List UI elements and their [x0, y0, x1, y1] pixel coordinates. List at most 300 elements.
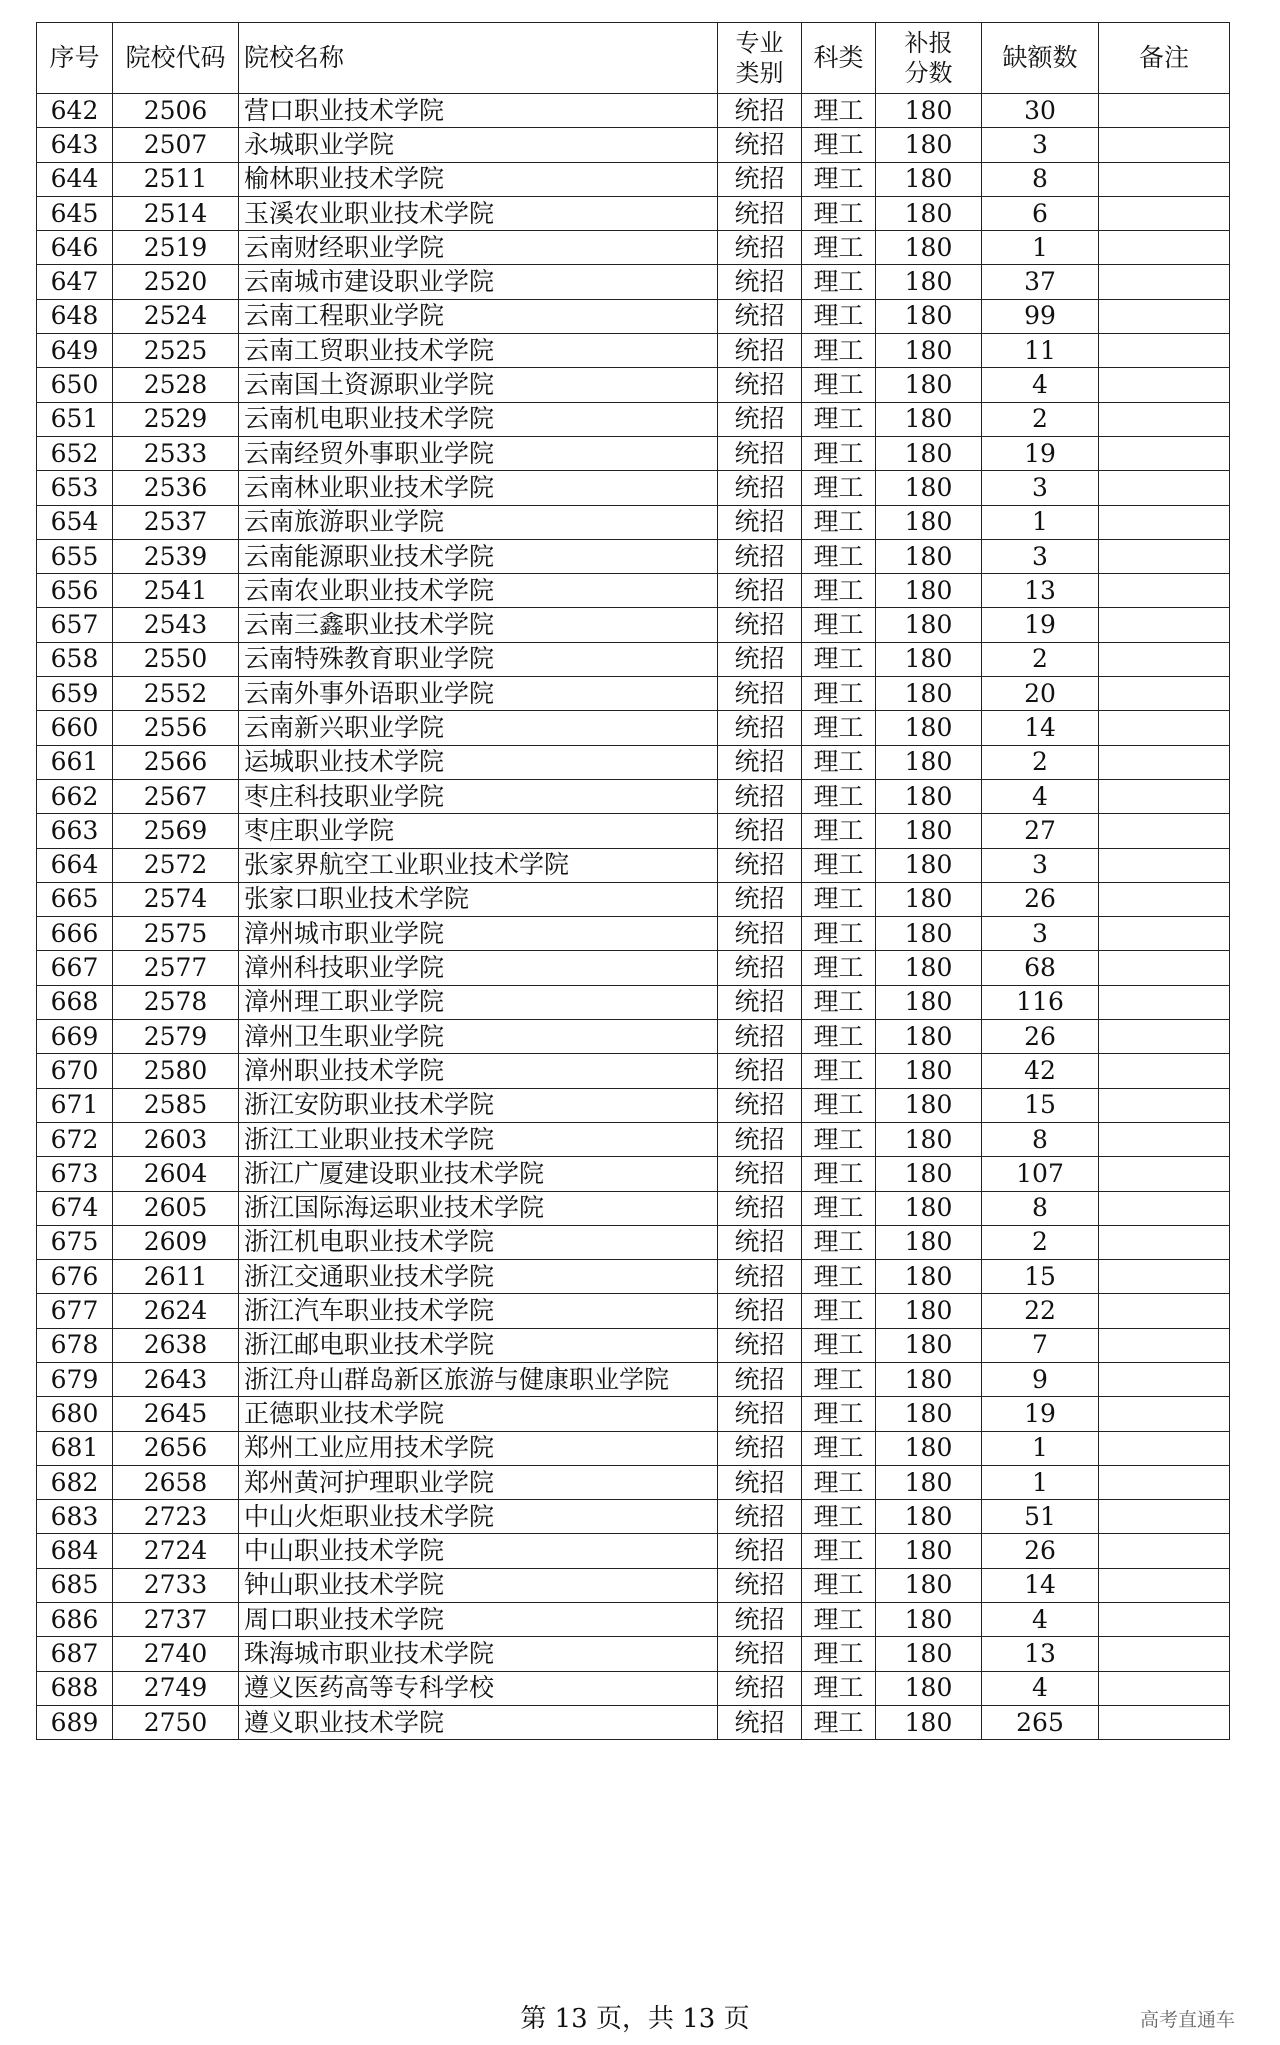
cell-score: 180	[876, 265, 982, 299]
table-row	[37, 1122, 1230, 1156]
cell-score: 180	[876, 1637, 982, 1671]
cell-vacancy: 13	[982, 1637, 1099, 1671]
cell-index: 684	[37, 1534, 113, 1568]
cell-school-code: 2528	[113, 368, 239, 402]
cell-remarks	[1099, 196, 1230, 230]
header-major-type-line2: 类别	[735, 59, 784, 87]
cell-remarks	[1099, 1020, 1230, 1054]
cell-major-type: 统招	[718, 745, 802, 779]
table-row	[37, 1362, 1230, 1396]
cell-index: 644	[37, 162, 113, 196]
table-row	[37, 128, 1230, 162]
cell-major-type: 统招	[718, 1328, 802, 1362]
cell-vacancy: 15	[982, 1088, 1099, 1122]
table-row	[37, 1225, 1230, 1259]
cell-subject: 理工	[802, 711, 876, 745]
cell-vacancy: 8	[982, 1122, 1099, 1156]
cell-remarks	[1099, 231, 1230, 265]
cell-remarks	[1099, 505, 1230, 539]
cell-school-name: 漳州理工职业学院	[239, 985, 718, 1019]
cell-school-name: 云南外事外语职业学院	[239, 677, 718, 711]
cell-major-type: 统招	[718, 1088, 802, 1122]
cell-major-type: 统招	[718, 162, 802, 196]
cell-score: 180	[876, 1088, 982, 1122]
cell-subject: 理工	[802, 1294, 876, 1328]
cell-score: 180	[876, 642, 982, 676]
cell-subject: 理工	[802, 1362, 876, 1396]
cell-school-code: 2638	[113, 1328, 239, 1362]
cell-school-code: 2506	[113, 94, 239, 128]
cell-remarks	[1099, 574, 1230, 608]
cell-subject: 理工	[802, 1534, 876, 1568]
cell-school-code: 2645	[113, 1397, 239, 1431]
cell-school-name: 云南能源职业技术学院	[239, 539, 718, 573]
cell-score: 180	[876, 848, 982, 882]
table-row	[37, 642, 1230, 676]
cell-remarks	[1099, 1328, 1230, 1362]
cell-subject: 理工	[802, 436, 876, 470]
cell-vacancy: 19	[982, 1397, 1099, 1431]
table-row	[37, 368, 1230, 402]
cell-school-code: 2569	[113, 814, 239, 848]
cell-major-type: 统招	[718, 94, 802, 128]
cell-index: 671	[37, 1088, 113, 1122]
cell-vacancy: 2	[982, 642, 1099, 676]
cell-index: 685	[37, 1568, 113, 1602]
cell-major-type: 统招	[718, 917, 802, 951]
cell-subject: 理工	[802, 539, 876, 573]
cell-remarks	[1099, 1705, 1230, 1739]
table-row	[37, 1431, 1230, 1465]
cell-vacancy: 14	[982, 711, 1099, 745]
cell-subject: 理工	[802, 745, 876, 779]
cell-school-name: 钟山职业技术学院	[239, 1568, 718, 1602]
cell-remarks	[1099, 436, 1230, 470]
cell-index: 654	[37, 505, 113, 539]
cell-remarks	[1099, 1054, 1230, 1088]
cell-vacancy: 22	[982, 1294, 1099, 1328]
cell-subject: 理工	[802, 471, 876, 505]
cell-major-type: 统招	[718, 368, 802, 402]
table-row	[37, 231, 1230, 265]
cell-score: 180	[876, 436, 982, 470]
cell-subject: 理工	[802, 505, 876, 539]
cell-vacancy: 14	[982, 1568, 1099, 1602]
cell-major-type: 统招	[718, 1534, 802, 1568]
cell-remarks	[1099, 608, 1230, 642]
cell-subject: 理工	[802, 779, 876, 813]
cell-major-type: 统招	[718, 128, 802, 162]
cell-school-code: 2724	[113, 1534, 239, 1568]
cell-school-code: 2566	[113, 745, 239, 779]
table-row	[37, 882, 1230, 916]
cell-vacancy: 51	[982, 1500, 1099, 1534]
cell-subject: 理工	[802, 1500, 876, 1534]
cell-major-type: 统招	[718, 539, 802, 573]
cell-remarks	[1099, 1397, 1230, 1431]
cell-vacancy: 26	[982, 882, 1099, 916]
cell-score: 180	[876, 1191, 982, 1225]
cell-remarks	[1099, 368, 1230, 402]
cell-vacancy: 1	[982, 1431, 1099, 1465]
cell-score: 180	[876, 539, 982, 573]
cell-vacancy: 107	[982, 1157, 1099, 1191]
cell-school-code: 2556	[113, 711, 239, 745]
cell-school-name: 云南机电职业技术学院	[239, 402, 718, 436]
cell-major-type: 统招	[718, 882, 802, 916]
cell-score: 180	[876, 1534, 982, 1568]
cell-subject: 理工	[802, 231, 876, 265]
cell-school-code: 2533	[113, 436, 239, 470]
cell-score: 180	[876, 608, 982, 642]
cell-index: 662	[37, 779, 113, 813]
cell-major-type: 统招	[718, 1020, 802, 1054]
cell-index: 647	[37, 265, 113, 299]
header-vacancy: 缺额数	[982, 23, 1099, 94]
cell-score: 180	[876, 985, 982, 1019]
table-row	[37, 574, 1230, 608]
cell-index: 687	[37, 1637, 113, 1671]
cell-school-code: 2539	[113, 539, 239, 573]
table-row	[37, 471, 1230, 505]
cell-vacancy: 30	[982, 94, 1099, 128]
cell-major-type: 统招	[718, 1157, 802, 1191]
cell-score: 180	[876, 334, 982, 368]
cell-school-name: 云南林业职业技术学院	[239, 471, 718, 505]
cell-score: 180	[876, 882, 982, 916]
cell-school-name: 遵义职业技术学院	[239, 1705, 718, 1739]
cell-vacancy: 1	[982, 1465, 1099, 1499]
cell-subject: 理工	[802, 128, 876, 162]
cell-index: 657	[37, 608, 113, 642]
cell-index: 664	[37, 848, 113, 882]
cell-index: 659	[37, 677, 113, 711]
cell-subject: 理工	[802, 1431, 876, 1465]
cell-school-name: 周口职业技术学院	[239, 1603, 718, 1637]
cell-subject: 理工	[802, 882, 876, 916]
header-subject: 科类	[802, 23, 876, 94]
cell-subject: 理工	[802, 299, 876, 333]
cell-score: 180	[876, 1362, 982, 1396]
cell-subject: 理工	[802, 951, 876, 985]
cell-subject: 理工	[802, 814, 876, 848]
cell-school-name: 漳州科技职业学院	[239, 951, 718, 985]
cell-major-type: 统招	[718, 1465, 802, 1499]
cell-school-code: 2574	[113, 882, 239, 916]
cell-index: 669	[37, 1020, 113, 1054]
cell-remarks	[1099, 1191, 1230, 1225]
cell-vacancy: 68	[982, 951, 1099, 985]
table-row	[37, 985, 1230, 1019]
cell-remarks	[1099, 1534, 1230, 1568]
cell-subject: 理工	[802, 368, 876, 402]
cell-major-type: 统招	[718, 711, 802, 745]
cell-vacancy: 4	[982, 1671, 1099, 1705]
cell-school-code: 2524	[113, 299, 239, 333]
cell-score: 180	[876, 814, 982, 848]
cell-major-type: 统招	[718, 334, 802, 368]
cell-major-type: 统招	[718, 265, 802, 299]
cell-subject: 理工	[802, 1705, 876, 1739]
cell-school-name: 营口职业技术学院	[239, 94, 718, 128]
table-row	[37, 917, 1230, 951]
cell-index: 683	[37, 1500, 113, 1534]
cell-school-code: 2603	[113, 1122, 239, 1156]
table-row	[37, 745, 1230, 779]
cell-major-type: 统招	[718, 574, 802, 608]
table-row	[37, 334, 1230, 368]
cell-index: 653	[37, 471, 113, 505]
cell-score: 180	[876, 402, 982, 436]
cell-score: 180	[876, 917, 982, 951]
cell-major-type: 统招	[718, 1054, 802, 1088]
cell-remarks	[1099, 1568, 1230, 1602]
table-row	[37, 162, 1230, 196]
cell-score: 180	[876, 231, 982, 265]
cell-remarks	[1099, 265, 1230, 299]
cell-index: 677	[37, 1294, 113, 1328]
header-major-type	[718, 23, 802, 94]
cell-school-code: 2580	[113, 1054, 239, 1088]
table-row	[37, 1397, 1230, 1431]
cell-major-type: 统招	[718, 1637, 802, 1671]
cell-school-code: 2737	[113, 1603, 239, 1637]
cell-index: 645	[37, 196, 113, 230]
cell-vacancy: 11	[982, 334, 1099, 368]
cell-vacancy: 37	[982, 265, 1099, 299]
cell-remarks	[1099, 402, 1230, 436]
cell-index: 674	[37, 1191, 113, 1225]
table-row	[37, 196, 1230, 230]
cell-score: 180	[876, 745, 982, 779]
cell-vacancy: 7	[982, 1328, 1099, 1362]
table-row	[37, 1020, 1230, 1054]
cell-remarks	[1099, 1157, 1230, 1191]
cell-score: 180	[876, 1397, 982, 1431]
cell-index: 643	[37, 128, 113, 162]
cell-index: 672	[37, 1122, 113, 1156]
cell-school-code: 2658	[113, 1465, 239, 1499]
cell-major-type: 统招	[718, 1191, 802, 1225]
header-school-name: 院校名称	[239, 23, 718, 94]
table-row	[37, 1260, 1230, 1294]
cell-school-code: 2624	[113, 1294, 239, 1328]
cell-index: 658	[37, 642, 113, 676]
cell-school-code: 2605	[113, 1191, 239, 1225]
cell-major-type: 统招	[718, 231, 802, 265]
cell-subject: 理工	[802, 608, 876, 642]
cell-remarks	[1099, 94, 1230, 128]
header-remarks: 备注	[1099, 23, 1230, 94]
table-row	[37, 505, 1230, 539]
cell-school-name: 永城职业学院	[239, 128, 718, 162]
cell-school-code: 2750	[113, 1705, 239, 1739]
cell-school-name: 枣庄职业学院	[239, 814, 718, 848]
cell-school-name: 玉溪农业职业技术学院	[239, 196, 718, 230]
cell-vacancy: 2	[982, 402, 1099, 436]
cell-school-code: 2541	[113, 574, 239, 608]
cell-school-name: 云南工贸职业技术学院	[239, 334, 718, 368]
cell-remarks	[1099, 1122, 1230, 1156]
cell-score: 180	[876, 779, 982, 813]
cell-index: 666	[37, 917, 113, 951]
cell-major-type: 统招	[718, 196, 802, 230]
cell-vacancy: 3	[982, 471, 1099, 505]
cell-school-code: 2577	[113, 951, 239, 985]
cell-subject: 理工	[802, 1054, 876, 1088]
cell-score: 180	[876, 1157, 982, 1191]
cell-school-name: 漳州卫生职业学院	[239, 1020, 718, 1054]
cell-score: 180	[876, 711, 982, 745]
cell-score: 180	[876, 94, 982, 128]
header-major-type-line1: 专业	[735, 29, 784, 57]
cell-major-type: 统招	[718, 1705, 802, 1739]
cell-remarks	[1099, 1671, 1230, 1705]
cell-subject: 理工	[802, 1328, 876, 1362]
cell-subject: 理工	[802, 985, 876, 1019]
cell-major-type: 统招	[718, 1671, 802, 1705]
cell-subject: 理工	[802, 574, 876, 608]
cell-major-type: 统招	[718, 1603, 802, 1637]
cell-school-code: 2575	[113, 917, 239, 951]
cell-remarks	[1099, 1260, 1230, 1294]
cell-subject: 理工	[802, 1020, 876, 1054]
cell-index: 673	[37, 1157, 113, 1191]
cell-school-code: 2536	[113, 471, 239, 505]
cell-major-type: 统招	[718, 436, 802, 470]
cell-major-type: 统招	[718, 1294, 802, 1328]
header-school-code: 院校代码	[113, 23, 239, 94]
cell-school-name: 郑州黄河护理职业学院	[239, 1465, 718, 1499]
cell-school-name: 漳州城市职业学院	[239, 917, 718, 951]
table-row	[37, 1705, 1230, 1739]
table-row	[37, 1637, 1230, 1671]
cell-score: 180	[876, 1568, 982, 1602]
cell-remarks	[1099, 985, 1230, 1019]
cell-remarks	[1099, 1637, 1230, 1671]
cell-remarks	[1099, 917, 1230, 951]
cell-school-name: 榆林职业技术学院	[239, 162, 718, 196]
cell-subject: 理工	[802, 1260, 876, 1294]
cell-vacancy: 3	[982, 128, 1099, 162]
cell-school-name: 云南财经职业学院	[239, 231, 718, 265]
cell-score: 180	[876, 1705, 982, 1739]
cell-major-type: 统招	[718, 402, 802, 436]
cell-major-type: 统招	[718, 779, 802, 813]
cell-score: 180	[876, 1465, 982, 1499]
cell-score: 180	[876, 1020, 982, 1054]
cell-school-name: 云南新兴职业学院	[239, 711, 718, 745]
cell-subject: 理工	[802, 265, 876, 299]
cell-major-type: 统招	[718, 814, 802, 848]
cell-subject: 理工	[802, 1637, 876, 1671]
page-footer: 第 13 页，共 13 页	[520, 2004, 750, 2034]
cell-vacancy: 99	[982, 299, 1099, 333]
table-row	[37, 94, 1230, 128]
cell-school-name: 珠海城市职业技术学院	[239, 1637, 718, 1671]
cell-vacancy: 4	[982, 368, 1099, 402]
cell-score: 180	[876, 677, 982, 711]
cell-remarks	[1099, 539, 1230, 573]
cell-subject: 理工	[802, 848, 876, 882]
cell-remarks	[1099, 1500, 1230, 1534]
cell-major-type: 统招	[718, 1260, 802, 1294]
cell-index: 689	[37, 1705, 113, 1739]
cell-school-code: 2643	[113, 1362, 239, 1396]
cell-index: 652	[37, 436, 113, 470]
table-row	[37, 1534, 1230, 1568]
header-score-line1: 补报	[904, 29, 953, 57]
cell-school-code: 2514	[113, 196, 239, 230]
cell-index: 675	[37, 1225, 113, 1259]
cell-school-name: 浙江工业职业技术学院	[239, 1122, 718, 1156]
cell-school-code: 2511	[113, 162, 239, 196]
cell-school-name: 浙江机电职业技术学院	[239, 1225, 718, 1259]
cell-remarks	[1099, 1465, 1230, 1499]
cell-school-name: 漳州职业技术学院	[239, 1054, 718, 1088]
cell-score: 180	[876, 162, 982, 196]
cell-index: 676	[37, 1260, 113, 1294]
table-row	[37, 711, 1230, 745]
cell-major-type: 统招	[718, 848, 802, 882]
cell-score: 180	[876, 1260, 982, 1294]
cell-score: 180	[876, 1122, 982, 1156]
cell-school-code: 2529	[113, 402, 239, 436]
cell-school-name: 运城职业技术学院	[239, 745, 718, 779]
cell-school-name: 中山火炬职业技术学院	[239, 1500, 718, 1534]
cell-score: 180	[876, 299, 982, 333]
cell-index: 681	[37, 1431, 113, 1465]
cell-remarks	[1099, 1294, 1230, 1328]
cell-index: 670	[37, 1054, 113, 1088]
table-row	[37, 539, 1230, 573]
cell-school-name: 浙江国际海运职业技术学院	[239, 1191, 718, 1225]
cell-school-name: 云南农业职业技术学院	[239, 574, 718, 608]
cell-subject: 理工	[802, 677, 876, 711]
cell-remarks	[1099, 677, 1230, 711]
cell-score: 180	[876, 574, 982, 608]
cell-remarks	[1099, 1088, 1230, 1122]
table-row	[37, 1328, 1230, 1362]
cell-school-name: 云南经贸外事职业学院	[239, 436, 718, 470]
cell-school-code: 2579	[113, 1020, 239, 1054]
cell-major-type: 统招	[718, 1225, 802, 1259]
cell-school-name: 正德职业技术学院	[239, 1397, 718, 1431]
cell-score: 180	[876, 368, 982, 402]
cell-index: 665	[37, 882, 113, 916]
cell-remarks	[1099, 1603, 1230, 1637]
cell-score: 180	[876, 1671, 982, 1705]
cell-school-name: 枣庄科技职业学院	[239, 779, 718, 813]
cell-subject: 理工	[802, 1157, 876, 1191]
cell-remarks	[1099, 1431, 1230, 1465]
cell-school-code: 2723	[113, 1500, 239, 1534]
cell-vacancy: 3	[982, 848, 1099, 882]
cell-vacancy: 2	[982, 745, 1099, 779]
cell-vacancy: 26	[982, 1534, 1099, 1568]
table-row	[37, 265, 1230, 299]
table-row	[37, 1054, 1230, 1088]
cell-vacancy: 265	[982, 1705, 1099, 1739]
cell-index: 650	[37, 368, 113, 402]
cell-major-type: 统招	[718, 608, 802, 642]
table-body	[37, 94, 1230, 1740]
table-row	[37, 1294, 1230, 1328]
cell-index: 642	[37, 94, 113, 128]
cell-remarks	[1099, 162, 1230, 196]
cell-score: 180	[876, 471, 982, 505]
cell-subject: 理工	[802, 162, 876, 196]
